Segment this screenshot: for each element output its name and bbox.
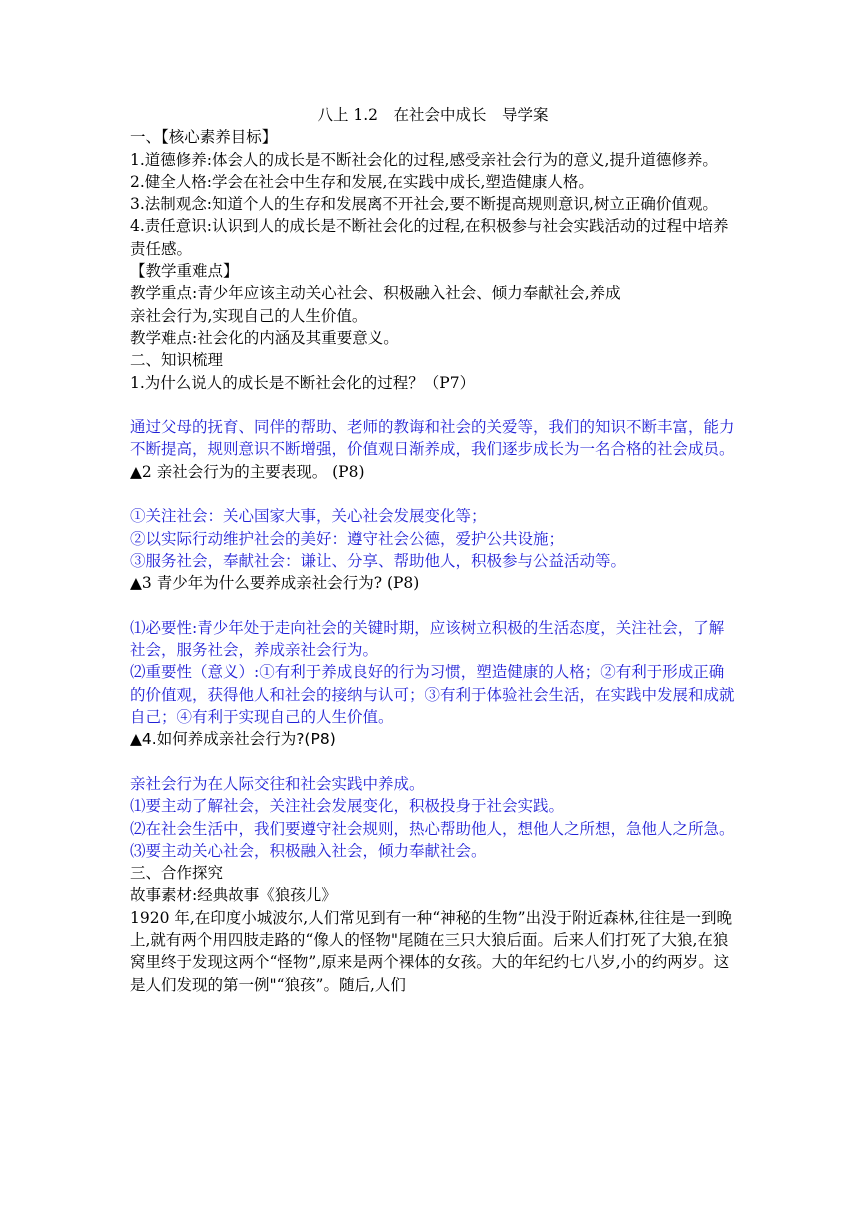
question-1: 1.为什么说人的成长是不断社会化的过程？（P7） (130, 373, 476, 392)
goal-item-3: 3.法制观念:知道个人的生存和发展离不开社会,要不断提高规则意识,树立正确价值观。 (130, 195, 718, 214)
section-heading-cooperation: 三、合作探究 (130, 864, 224, 883)
difficulty-point: 教学难点:社会化的内涵及其重要意义。 (130, 328, 399, 347)
question-3: ▲3 青少年为什么要养成亲社会行为? (P8) (130, 574, 420, 593)
answer-4-item-1: ⑴要主动了解社会，关注社会发展变化，积极投身于社会实践。 (130, 797, 565, 816)
key-point-line-2: 亲社会行为,实现自己的人生价值。 (130, 306, 368, 325)
question-2: ▲2 亲社会行为的主要表现。 (P8) (130, 462, 365, 481)
answer-3-item-2: ⑵重要性（意义）:①有利于养成良好的行为习惯，塑造健康的人格；②有利于形成正确的价值观，获得他人和社会的接纳与认可；③有利于体验社会生活，在实践中发展和成就自己；④有利于实现自己的人生价值。 (130, 663, 735, 727)
document-page (130, 104, 736, 996)
goal-item-1: 1.道德修养:体会人的成长是不断社会化的过程,感受亲社会行为的意义,提升道德修养。 (130, 150, 718, 169)
document-title: 八上 1.2 在社会中成长 导学案 (317, 106, 549, 124)
answer-4-item-3: ⑶要主动关心社会，积极融入社会，倾力奉献社会。 (130, 841, 487, 860)
key-point-line-1: 教学重点:青少年应该主动关心社会、积极融入社会、倾力奉献社会,养成 (130, 284, 621, 303)
answer-1: 通过父母的抚育、同伴的帮助、老师的教诲和社会的关爱等，我们的知识不断丰富，能力不断提高，规则意识不断增强，价值观日渐养成，我们逐步成长为一名合格的社会成员。 (130, 418, 735, 459)
spacer (130, 483, 736, 505)
goal-item-4: 4.责任意识:认识到人的成长是不断社会化的过程,在积极参与社会实践活动的过程中培养责任感。 (130, 217, 729, 258)
section-heading-knowledge: 二、知识梳理 (130, 351, 224, 370)
answer-2-item-3: ③服务社会，奉献社会：谦让、分享、帮助他人，积极参与公益活动等。 (130, 551, 627, 570)
section-heading-key-points: 【教学重难点】 (130, 262, 239, 281)
story-text: 1920 年,在印度小城波尔,人们常见到有一种“神秘的生物”出没于附近森林,往往是一到晚上,就有两个用四肢走路的“像人的怪物"尾随在三只大狼后面。后来人们打死了大狼,在狼窝里终于发现这两个“怪物”,原来是两个裸体的女孩。大的年纪约七八岁,小的约两岁。这是人们发现的第一例"“狼孩”。随后,人们 (130, 908, 733, 994)
section-heading-goals: 一、【核心素养目标】 (130, 128, 278, 147)
answer-2-item-1: ①关注社会：关心国家大事，关心社会发展变化等； (130, 507, 487, 526)
story-title: 故事素材:经典故事《狼孩儿》 (130, 886, 337, 905)
goal-item-2: 2.健全人格:学会在社会中生存和发展,在实践中成长,塑造健康人格。 (130, 172, 594, 191)
spacer (130, 751, 736, 773)
answer-2-item-2: ②以实际行动维护社会的美好：遵守社会公德，爱护公共设施； (130, 529, 565, 548)
spacer (130, 394, 736, 416)
spacer (130, 595, 736, 617)
answer-4-item-2: ⑵在社会生活中，我们要遵守社会规则，热心帮助他人，想他人之所想，急他人之所急。 (130, 819, 735, 838)
answer-3-item-1: ⑴必要性:青少年处于走向社会的关键时期，应该树立积极的生活态度，关注社会，了解社会，服务社会，养成亲社会行为。 (130, 618, 725, 660)
question-4: ▲4.如何养成亲社会行为?(P8) (130, 730, 336, 749)
answer-4-intro: 亲社会行为在人际交往和社会实践中养成。 (130, 774, 425, 793)
